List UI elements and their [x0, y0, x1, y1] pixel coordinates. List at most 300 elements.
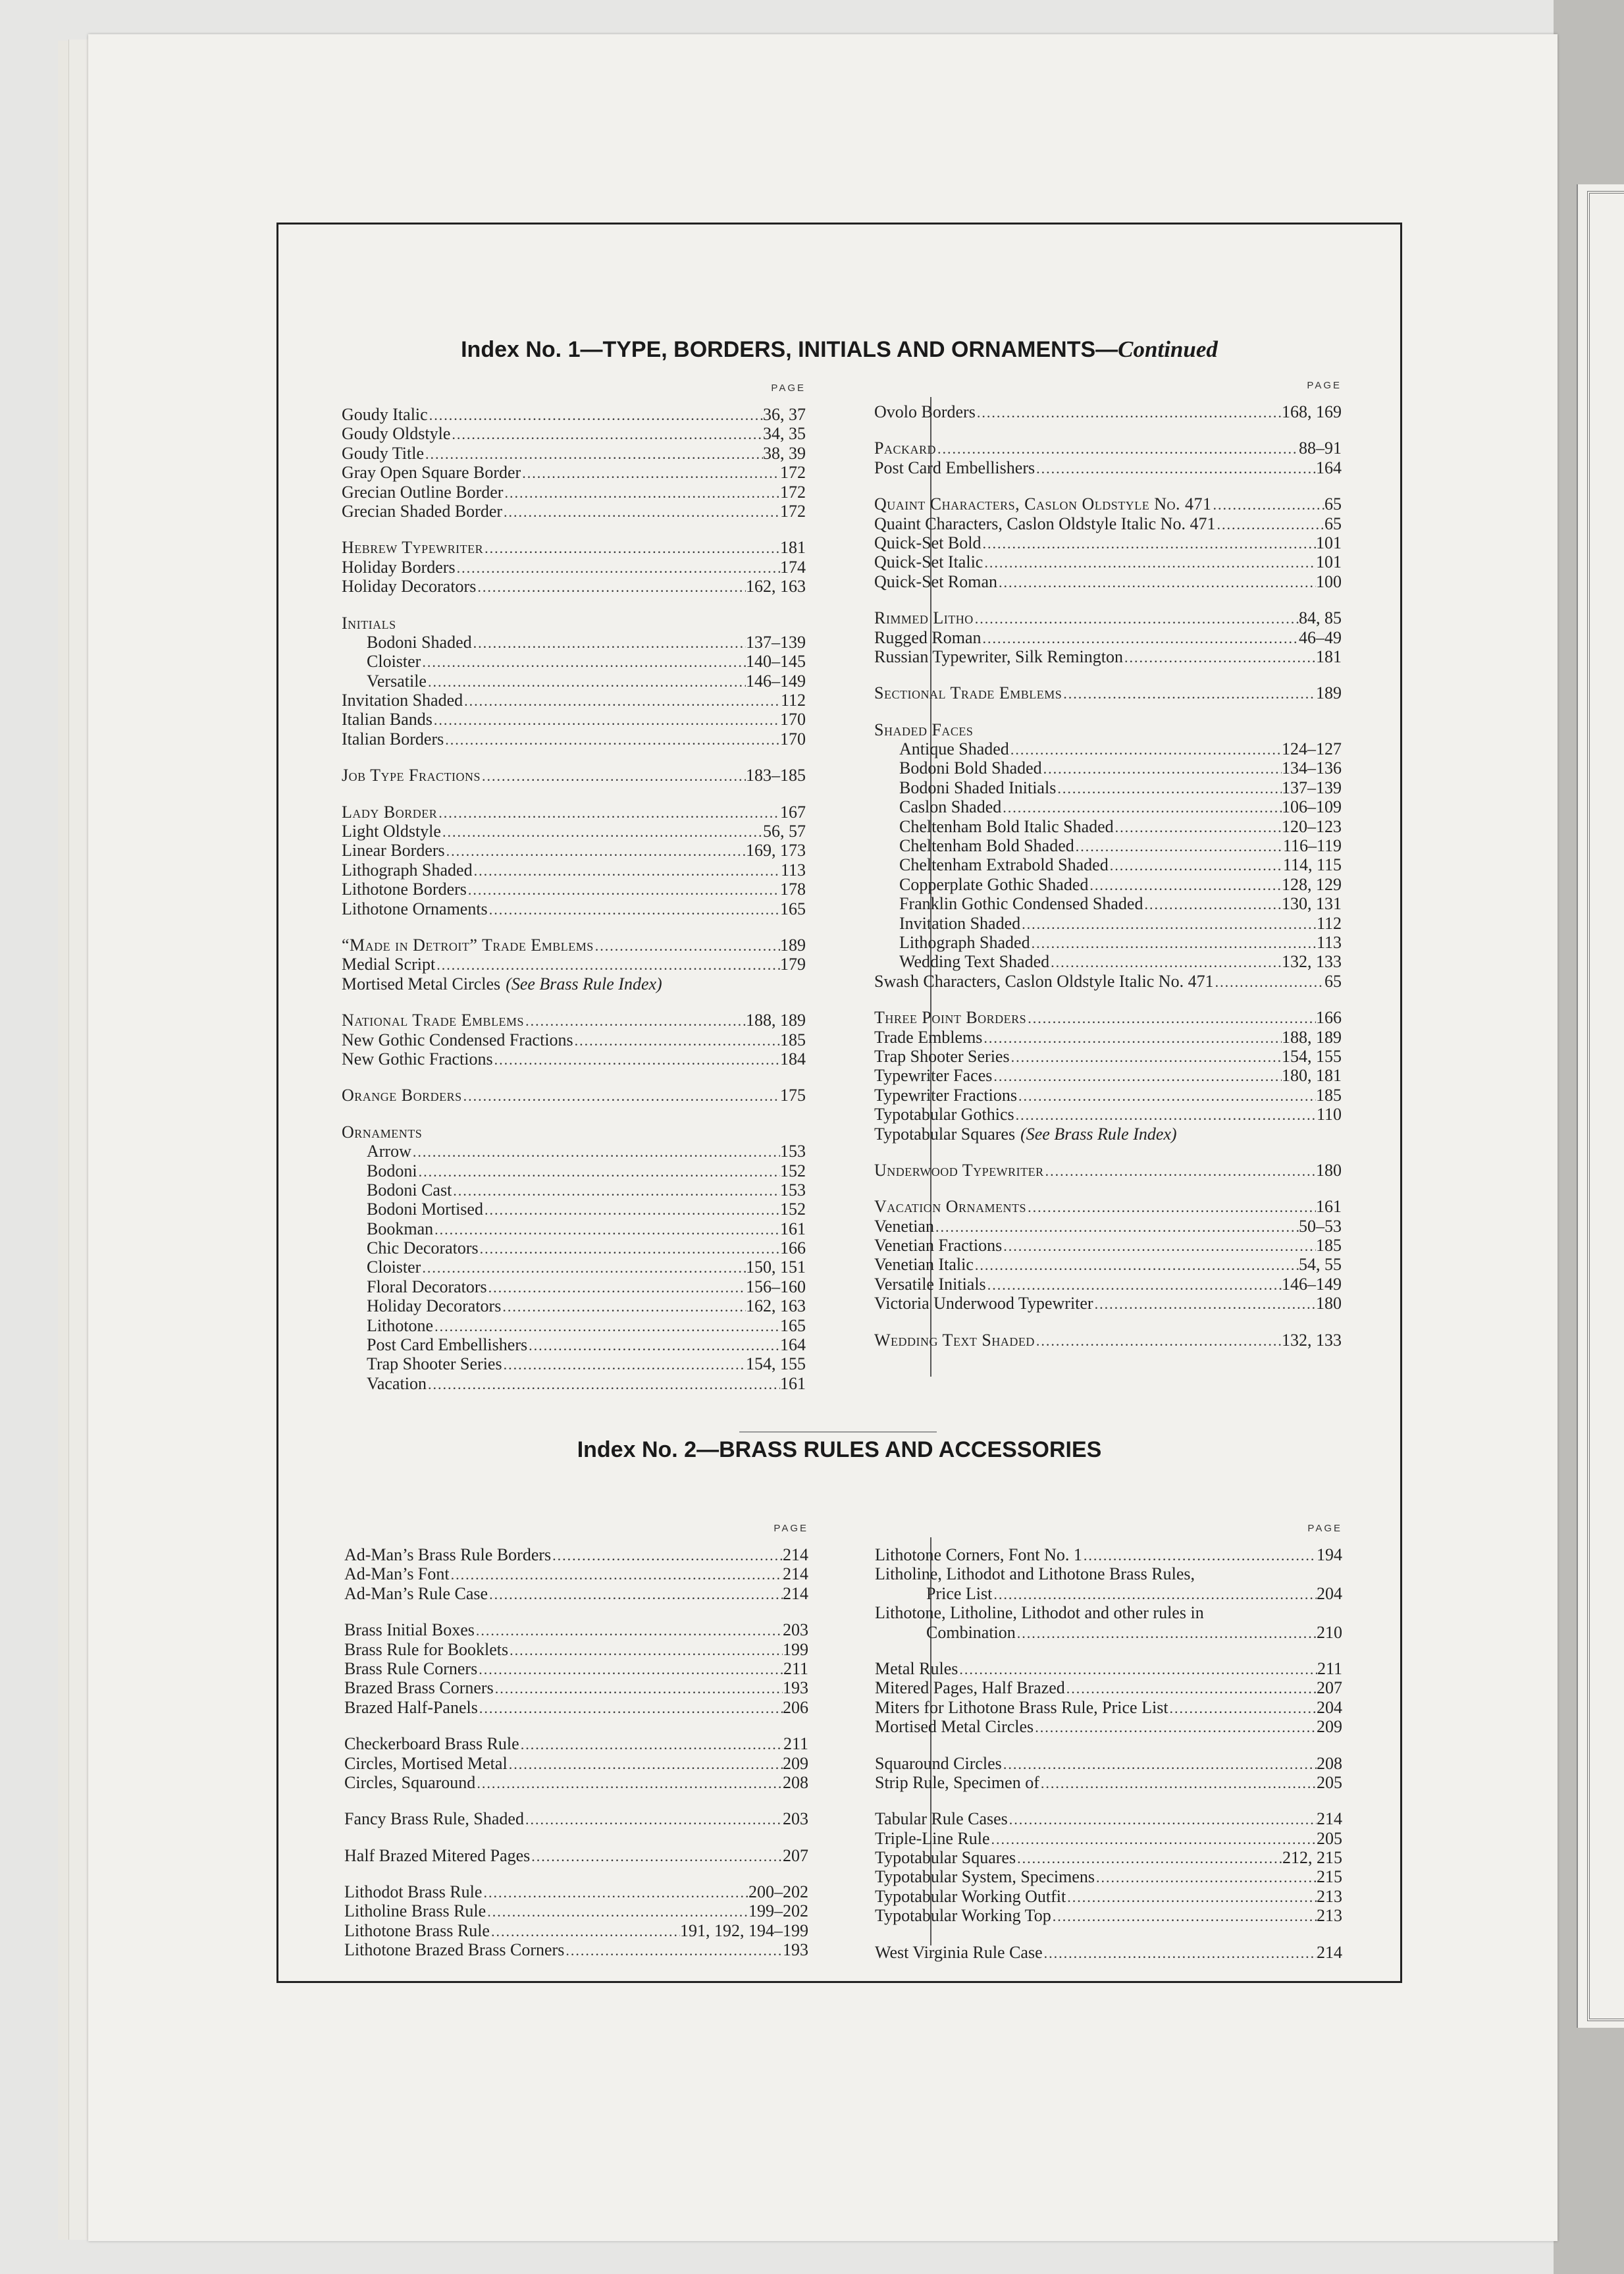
index-entry [342, 405, 806, 424]
dot-leader [463, 691, 781, 710]
index-entry [874, 1161, 1342, 1180]
entry-page-number: 215 [1317, 1867, 1342, 1887]
entry-group-gap [874, 1144, 1342, 1161]
index-entry [344, 1584, 808, 1603]
dot-leader [475, 1621, 783, 1640]
dot-leader [481, 766, 746, 785]
entry-title: Packard [874, 438, 936, 458]
index-entry [874, 552, 1342, 571]
index-entry [342, 710, 806, 729]
index-entry [875, 1809, 1342, 1828]
entry-title: Post Card Embellishers [367, 1335, 528, 1355]
dot-leader [417, 1162, 780, 1181]
entry-group-gap [875, 1737, 1342, 1754]
entry-page-number: 174 [780, 557, 806, 577]
entry-page-number: 170 [780, 710, 806, 729]
entry-page-number: 165 [780, 1315, 806, 1335]
dot-leader [473, 861, 781, 880]
dot-leader [1114, 818, 1282, 837]
index-entry [874, 875, 1342, 894]
index-entry [342, 822, 806, 841]
entry-title: Brass Rule for Booklets [344, 1639, 509, 1659]
entry-title: Mortised Metal Circles [875, 1717, 1034, 1737]
entry-title: Italian Borders [342, 729, 444, 749]
entry-title: Price List [926, 1583, 993, 1603]
index-entry [342, 841, 806, 860]
entry-page-number: 209 [783, 1753, 808, 1773]
entry-page-number: 188, 189 [1282, 1027, 1342, 1047]
dot-leader [1014, 1105, 1317, 1124]
entry-title: Bookman [367, 1219, 434, 1238]
index-entry [874, 533, 1342, 552]
index-entry [342, 1296, 806, 1315]
index-entry [874, 836, 1342, 855]
entry-page-number: 46–49 [1299, 627, 1342, 647]
entry-group-gap [342, 596, 806, 614]
dot-leader [445, 841, 746, 860]
index1-title-continued: Continued [1118, 336, 1218, 362]
entry-title: Miters for Lithotone Brass Rule, Price List [875, 1697, 1168, 1717]
entry-group-gap [342, 1069, 806, 1086]
entry-title: Shaded Faces [874, 720, 974, 739]
entry-title: Invitation Shaded [342, 691, 463, 710]
entry-title: Mortised Metal Circles [342, 974, 501, 993]
index-entry [874, 797, 1342, 816]
entry-page-number: 214 [1317, 1942, 1342, 1962]
index-entry [874, 1105, 1342, 1124]
entry-title: Combination [926, 1622, 1016, 1642]
dot-leader [530, 1847, 783, 1866]
index-entry [874, 758, 1342, 778]
dot-leader [1065, 1679, 1317, 1698]
dot-leader [478, 1699, 783, 1718]
page-column-label: PAGE [771, 383, 806, 394]
entry-page-number: 185 [1316, 1085, 1342, 1105]
index-entry [344, 1901, 808, 1920]
entry-title: Cloister [367, 1257, 421, 1277]
entry-page-number: 193 [783, 1940, 808, 1960]
entry-page-number: 140–145 [746, 652, 806, 672]
dot-leader [490, 1922, 680, 1941]
entry-title: Typewriter Fractions [874, 1085, 1017, 1105]
entry-title: Rugged Roman [874, 627, 982, 647]
entry-group-gap [344, 1829, 808, 1846]
entry-title: Orange Borders [342, 1086, 462, 1105]
entry-title: Vacation Ornaments [874, 1197, 1027, 1217]
entry-title: Goudy Title [342, 443, 424, 463]
entry-page-number: 204 [1317, 1697, 1342, 1717]
entry-page-number: 183–185 [746, 766, 806, 785]
entry-title: Fancy Brass Rule, Shaded [344, 1809, 524, 1829]
entry-title: Tabular Rule Cases [875, 1809, 1008, 1829]
entry-page-number: 166 [780, 1238, 806, 1258]
dot-leader [1082, 1546, 1317, 1565]
index-entry [875, 1943, 1342, 1962]
page-column-label: PAGE [773, 1523, 808, 1534]
dot-leader [1016, 1624, 1317, 1643]
entry-page-number: 132, 133 [1282, 1330, 1342, 1350]
dot-leader [974, 1256, 1299, 1275]
dot-leader [483, 539, 780, 558]
entry-title: Half Brazed Mitered Pages [344, 1845, 531, 1865]
dot-leader [1123, 648, 1316, 667]
index-entry [342, 463, 806, 482]
entry-group-gap [342, 1105, 806, 1123]
index-entry [342, 1030, 806, 1049]
dot-leader [477, 1660, 783, 1679]
adjacent-page-edge [1577, 184, 1624, 2028]
index-entry [874, 438, 1342, 458]
index-entry [342, 1354, 806, 1373]
entry-page-number: 124–127 [1282, 739, 1342, 759]
entry-title: Vacation [367, 1373, 427, 1393]
dot-leader [1034, 1718, 1317, 1737]
index-entry [874, 608, 1342, 627]
entry-page-number: 178 [780, 880, 806, 899]
entry-title: Bodoni [367, 1161, 417, 1180]
entry-title: New Gothic Fractions [342, 1049, 493, 1069]
entry-page-number: 169, 173 [746, 841, 806, 860]
entry-page-number: 56, 57 [763, 822, 806, 841]
entry-title: Sectional Trade Emblems [874, 683, 1062, 703]
entry-page-number: 152 [780, 1161, 806, 1180]
dot-leader [435, 955, 780, 974]
entry-title: Rimmed Litho [874, 608, 974, 628]
dot-leader [488, 900, 780, 919]
entry-title: Versatile Initials [874, 1274, 986, 1294]
entry-page-number: 203 [783, 1809, 808, 1829]
entry-title: Invitation Shaded [899, 913, 1021, 933]
entry-page-number: 34, 35 [763, 424, 806, 444]
dot-leader [1010, 1047, 1282, 1067]
entry-page-number: 208 [783, 1772, 808, 1792]
index1-title [278, 336, 1400, 363]
entry-title: Squaround Circles [875, 1753, 1002, 1773]
entry-page-number: 172 [780, 501, 806, 521]
dot-leader [1109, 856, 1283, 875]
index-entry [344, 1620, 808, 1639]
entry-title: Strip Rule, Specimen of [875, 1772, 1039, 1792]
entry-title: Gray Open Square Border [342, 463, 521, 483]
index-entry [874, 1275, 1342, 1294]
entry-group-gap [344, 1717, 808, 1734]
entry-group-gap [874, 477, 1342, 494]
entry-page-number: 112 [1316, 913, 1342, 933]
index-entry [344, 1773, 808, 1792]
entry-page-number: 214 [783, 1564, 808, 1584]
entry-title: Typewriter Faces [874, 1066, 993, 1086]
index-entry [874, 914, 1342, 933]
dot-leader [1039, 1774, 1317, 1793]
dot-leader [487, 1278, 746, 1297]
entry-title: Litholine, Lithodot and Lithotone Brass Rules, [875, 1564, 1195, 1584]
dot-leader [508, 1755, 783, 1774]
index-entry [875, 1717, 1342, 1736]
dot-leader [1009, 740, 1282, 759]
index-entry [342, 691, 806, 710]
entry-cross-reference: (See Brass Rule Index) [506, 974, 662, 993]
dot-leader [573, 1031, 780, 1050]
entry-page-number: 172 [780, 463, 806, 483]
dot-leader [437, 803, 780, 822]
entry-page-number: 120–123 [1282, 816, 1342, 836]
entry-page-number: 101 [1316, 533, 1342, 552]
entry-page-number: 209 [1317, 1717, 1342, 1737]
entry-page-number: 184 [780, 1049, 806, 1069]
entry-page-number: 212, 215 [1282, 1848, 1342, 1868]
dot-leader [452, 1181, 780, 1200]
entry-page-number: 189 [1316, 683, 1342, 703]
entry-page-number: 153 [780, 1142, 806, 1161]
entry-page-number: 130, 131 [1282, 894, 1342, 914]
entry-title: Grecian Outline Border [342, 482, 504, 502]
entry-page-number: 112 [780, 691, 806, 710]
index-entry [874, 1066, 1342, 1085]
dot-leader [958, 1660, 1317, 1679]
entry-page-number: 161 [780, 1219, 806, 1238]
index-entry [874, 572, 1342, 591]
dot-leader [1042, 759, 1282, 778]
index-entry [874, 720, 1342, 739]
entry-page-number: 191, 192, 194–199 [680, 1920, 808, 1940]
entry-title: Lithotone Borders [342, 880, 467, 899]
dot-leader [508, 1641, 783, 1660]
dot-leader [1212, 495, 1324, 514]
dot-leader [411, 1142, 780, 1161]
dot-leader [1066, 1888, 1317, 1907]
index-entry [874, 1255, 1342, 1274]
entry-title: Typotabular Gothics [874, 1105, 1014, 1124]
dot-leader [936, 439, 1299, 458]
dot-leader [476, 577, 746, 596]
entry-page-number: 185 [780, 1030, 806, 1049]
index-entry [875, 1678, 1342, 1697]
dot-leader [488, 1585, 783, 1604]
dot-leader [421, 652, 746, 672]
entry-title: Versatile [367, 671, 427, 691]
dot-leader [524, 1810, 783, 1829]
entry-page-number: 165 [780, 899, 806, 918]
entry-page-number: 200–202 [748, 1882, 808, 1902]
entry-group-gap [342, 993, 806, 1011]
index-entry [344, 1882, 808, 1901]
page-stack-edge-inner [68, 40, 89, 2240]
entry-title: Victoria Underwood Typewriter [874, 1294, 1093, 1313]
entry-title: Lithotone Brass Rule [344, 1920, 490, 1940]
entry-title: Brazed Half-Panels [344, 1697, 478, 1717]
index-entry [342, 1200, 806, 1219]
entry-page-number: 208 [1317, 1753, 1342, 1773]
index2-title [278, 1437, 1400, 1463]
entry-page-number: 205 [1317, 1828, 1342, 1848]
dot-leader [482, 1883, 748, 1902]
entry-page-number: 214 [783, 1583, 808, 1603]
index1-right-column [874, 379, 1342, 1350]
index1-left-column [342, 381, 806, 1393]
dot-leader [1001, 798, 1282, 817]
index-entry [342, 1238, 806, 1257]
entry-page-number: 194 [1317, 1545, 1342, 1564]
index-entry [874, 1124, 1342, 1144]
entry-title: Circles, Squaround [344, 1772, 476, 1792]
entry-title: Trade Emblems [874, 1027, 983, 1047]
entry-title: Ornaments [342, 1122, 423, 1142]
entry-page-number: 211 [783, 1734, 808, 1754]
entry-page-number: 207 [1317, 1678, 1342, 1698]
index-entry [342, 1049, 806, 1069]
index-entry [344, 1846, 808, 1865]
dot-leader [983, 553, 1316, 572]
entry-title: Trap Shooter Series [874, 1046, 1010, 1066]
index-entry [874, 778, 1342, 797]
entry-group-gap [344, 1865, 808, 1882]
entry-page-number: 181 [780, 538, 806, 558]
entry-page-number: 114, 115 [1282, 855, 1342, 875]
entry-title: Underwood Typewriter [874, 1160, 1044, 1180]
entry-title: Floral Decorators [367, 1277, 487, 1296]
entry-title: Bodoni Shaded [367, 632, 472, 652]
dot-leader [486, 1902, 748, 1921]
entry-group-gap [874, 703, 1342, 720]
dot-leader [1017, 1086, 1316, 1105]
dot-leader [421, 1258, 746, 1277]
entry-title: Bodoni Shaded Initials [899, 778, 1057, 797]
entry-title: Ad-Man’s Rule Case [344, 1583, 488, 1603]
dot-leader [1026, 1009, 1316, 1028]
entry-title: Typotabular Working Outfit [875, 1886, 1066, 1906]
entry-page-number: 164 [780, 1335, 806, 1355]
entry-title: Wedding Text Shaded [899, 952, 1050, 972]
dot-leader [427, 672, 746, 691]
entry-title: Arrow [367, 1142, 411, 1161]
index-entry [342, 955, 806, 974]
entry-group-gap [342, 785, 806, 803]
entry-title: Job Type Fractions [342, 766, 481, 785]
entry-page-number: 199 [783, 1639, 808, 1659]
entry-page-number: 203 [783, 1620, 808, 1640]
dot-leader [483, 1200, 780, 1219]
entry-title: National Trade Emblems [342, 1011, 525, 1030]
index2-left-column [344, 1521, 808, 1960]
dot-leader [493, 1050, 780, 1069]
index-entry [342, 974, 806, 993]
dot-leader [1026, 1198, 1316, 1217]
index-entry [874, 1008, 1342, 1027]
entry-group-gap [342, 521, 806, 538]
entry-group-gap [874, 591, 1342, 608]
entry-page-number: 180, 181 [1282, 1066, 1342, 1086]
entry-title: Bodoni Mortised [367, 1200, 483, 1219]
entry-page-number: 65 [1324, 514, 1342, 533]
index-entry [875, 1623, 1342, 1642]
dot-leader [982, 534, 1317, 553]
index-entry [342, 558, 806, 577]
entry-title: Triple-Line Rule [875, 1828, 990, 1848]
dot-leader [521, 463, 780, 483]
entry-page-number: 146–149 [746, 671, 806, 691]
entry-title: “Made in Detroit” Trade Emblems [342, 935, 594, 955]
dot-leader [1051, 1907, 1317, 1926]
dot-leader [1056, 779, 1282, 798]
index-entry [344, 1754, 808, 1773]
entry-page-number: 156–160 [746, 1277, 806, 1296]
dot-leader [1143, 895, 1282, 914]
dot-leader [934, 1217, 1299, 1236]
index-entry [344, 1698, 808, 1717]
entry-title: Caslon Shaded [899, 797, 1002, 817]
entry-page-number: 65 [1324, 494, 1342, 514]
entry-page-number: 175 [780, 1086, 806, 1105]
entry-page-number: 113 [780, 860, 806, 880]
entry-page-number: 206 [783, 1697, 808, 1717]
index-entry [874, 1197, 1342, 1216]
entry-page-number: 137–139 [1282, 778, 1342, 797]
index-entry [342, 899, 806, 918]
entry-page-number: 162, 163 [746, 1296, 806, 1316]
entry-page-number: 36, 37 [763, 405, 806, 424]
entry-page-number: 188, 189 [746, 1011, 806, 1030]
dot-leader [992, 1067, 1282, 1086]
index-entry [875, 1603, 1342, 1622]
entry-group-gap [874, 1313, 1342, 1331]
entry-title: Quick-Set Italic [874, 552, 983, 572]
dot-leader [564, 1941, 783, 1960]
entry-group-gap [875, 1642, 1342, 1659]
index-entry [875, 1584, 1342, 1603]
dot-leader [594, 936, 780, 955]
entry-title: Post Card Embellishers [874, 458, 1035, 477]
entry-title: Cheltenham Bold Italic Shaded [899, 816, 1114, 836]
index-entry [342, 1086, 806, 1105]
entry-page-number: 193 [783, 1678, 808, 1698]
entry-title: Light Oldstyle [342, 822, 441, 841]
entry-title: Goudy Italic [342, 405, 428, 424]
index-entry [874, 817, 1342, 836]
entry-title: Wedding Text Shaded [874, 1330, 1035, 1350]
dot-leader [433, 1220, 780, 1239]
index-entry [342, 1374, 806, 1393]
dot-leader [527, 1336, 780, 1355]
entry-title: Franklin Gothic Condensed Shaded [899, 894, 1143, 914]
entry-title: Russian Typewriter, Silk Remington [874, 647, 1123, 666]
index-entry [344, 1640, 808, 1659]
entry-title: Quick-Set Bold [874, 533, 982, 552]
entry-page-number: 50–53 [1299, 1216, 1342, 1236]
index-entry [342, 444, 806, 463]
index-entry [342, 880, 806, 899]
index-entry [874, 972, 1342, 991]
entry-title: Medial Script [342, 955, 436, 974]
entry-group-gap [344, 1792, 808, 1809]
entry-title: Holiday Borders [342, 557, 456, 577]
dot-leader [462, 1086, 780, 1105]
entry-title: Typotabular System, Specimens [875, 1867, 1095, 1887]
dot-leader [450, 425, 763, 444]
index-entry [875, 1545, 1342, 1564]
section-separator-rule [739, 1431, 937, 1433]
entry-group-gap [342, 918, 806, 936]
entry-page-number: 164 [1316, 458, 1342, 477]
index-frame [276, 223, 1402, 1983]
index-entry [874, 1294, 1342, 1313]
entry-page-number: 101 [1316, 552, 1342, 572]
entry-title: Cheltenham Bold Shaded [899, 836, 1074, 856]
entry-group-gap [874, 991, 1342, 1008]
dot-leader [502, 502, 780, 521]
dot-leader [1002, 1236, 1316, 1256]
entry-group-gap [875, 1792, 1342, 1809]
entry-title: Brass Initial Boxes [344, 1620, 475, 1640]
